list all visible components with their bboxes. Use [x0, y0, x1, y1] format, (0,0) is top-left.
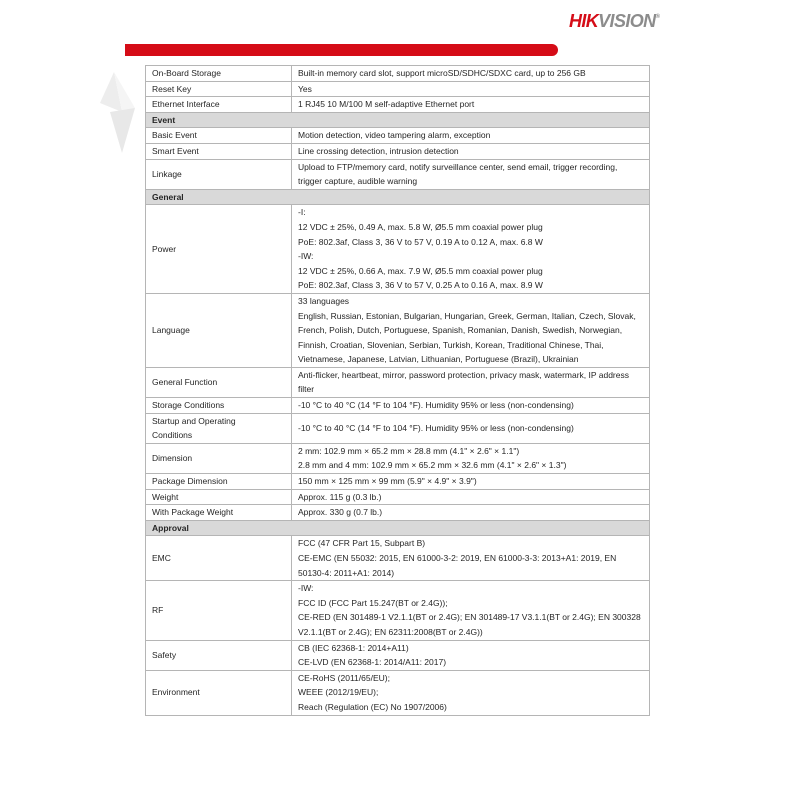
- value-line: FCC ID (FCC Part 15.247(BT or 2.4G));: [298, 597, 448, 608]
- table-row: [146, 414, 649, 444]
- value-line: CB (IEC 62368-1: 2014+A11): [298, 642, 409, 653]
- value-line: -IW:: [298, 583, 314, 594]
- row-value: [292, 66, 649, 81]
- row-value: [292, 368, 649, 397]
- row-value: [292, 398, 649, 413]
- row-value: [292, 128, 649, 143]
- row-value: [292, 97, 649, 112]
- table-row: [146, 490, 649, 506]
- value-line: Built-in memory card slot, support microSD/SDHC/SDXC card, up to 256 GB: [298, 68, 586, 78]
- row-value: [292, 414, 649, 443]
- value-line: 150 mm × 125 mm × 99 mm (5.9" × 4.9" × 3.9"): [298, 476, 477, 487]
- value-line: Yes: [298, 83, 312, 94]
- value-line: -10 °C to 40 °C (14 °F to 104 °F). Humidity 95% or less (non-condensing): [298, 400, 574, 411]
- hikvision-logo: [569, 11, 660, 32]
- row-value: [292, 444, 649, 473]
- value-line: FCC (47 CFR Part 15, Subpart B): [298, 538, 426, 549]
- table-row: [146, 444, 649, 474]
- table-row: [146, 160, 649, 190]
- table-row: [146, 66, 649, 82]
- row-label: Startup and Operating Conditions: [146, 414, 292, 443]
- row-label: Power: [146, 205, 292, 293]
- spec-table: [145, 65, 650, 716]
- value-line: CE-EMC (EN 55032: 2015, EN 61000-3-2: 2019, EN 61000-3-3: 2013+A1: 2019, EN 50130-4: 2011+A1: 2014): [298, 553, 617, 578]
- table-row: [146, 474, 649, 490]
- section-header-row: [146, 521, 649, 537]
- row-value: [292, 294, 649, 367]
- section-title: General: [152, 191, 184, 202]
- row-value: [292, 144, 649, 159]
- table-row: [146, 82, 649, 98]
- row-value: [292, 205, 649, 293]
- value-line: WEEE (2012/19/EU);: [298, 687, 379, 698]
- row-label: Basic Event: [146, 128, 292, 143]
- row-label: On-Board Storage: [146, 66, 292, 81]
- table-row: [146, 294, 649, 368]
- value-line: 2 mm: 102.9 mm × 65.2 mm × 28.8 mm (4.1" × 2.6" × 1.1"): [298, 445, 520, 456]
- row-label: Reset Key: [146, 82, 292, 97]
- value-line: 1 RJ45 10 M/100 M self-adaptive Ethernet port: [298, 99, 475, 110]
- table-row: [146, 144, 649, 160]
- table-row: [146, 97, 649, 113]
- value-line: Upload to FTP/memory card, notify surveillance center, send email, trigger recording, trigger capture, audible warning: [298, 161, 618, 187]
- value-line: Reach (Regulation (EC) No 1907/2006): [298, 701, 447, 712]
- row-label: General Function: [146, 368, 292, 397]
- row-label: Safety: [146, 641, 292, 670]
- section-header-row: [146, 113, 649, 129]
- row-label: Smart Event: [146, 144, 292, 159]
- value-line: -I:: [298, 207, 306, 218]
- table-row: [146, 671, 649, 716]
- row-label: Weight: [146, 490, 292, 505]
- value-line: 12 VDC ± 25%, 0.66 A, max. 7.9 W, Ø5.5 mm coaxial power plug: [298, 265, 543, 276]
- value-line: Line crossing detection, intrusion detection: [298, 145, 459, 156]
- value-line: PoE: 802.3af, Class 3, 36 V to 57 V, 0.25 A to 0.16 A, max. 8.9 W: [298, 280, 543, 291]
- value-line: -IW:: [298, 251, 314, 262]
- value-line: CE-RED (EN 301489-1 V2.1.1(BT or 2.4G); EN 301489-17 V3.1.1(BT or 2.4G); EN 300328 V2.1.1(BT or 2.4G); EN 62311:2008(BT or 2.4G)): [298, 612, 641, 637]
- table-row: [146, 368, 649, 398]
- section-title: Event: [152, 114, 176, 125]
- row-value: [292, 490, 649, 505]
- row-label: Language: [146, 294, 292, 367]
- section-title: Approval: [152, 522, 189, 533]
- row-label: EMC: [146, 536, 292, 580]
- table-row: [146, 581, 649, 640]
- row-label: Ethernet Interface: [146, 97, 292, 112]
- row-label: Environment: [146, 671, 292, 715]
- section-header-row: [146, 190, 649, 206]
- logo-hik-text: HIK: [568, 11, 599, 31]
- red-divider-bar: [125, 44, 558, 56]
- value-line: PoE: 802.3af, Class 3, 36 V to 57 V, 0.19 A to 0.12 A, max. 6.8 W: [298, 236, 543, 247]
- value-line: Motion detection, video tampering alarm, exception: [298, 130, 491, 141]
- value-line: CE-LVD (EN 62368-1: 2014/A11: 2017): [298, 657, 447, 668]
- row-value: [292, 671, 649, 715]
- value-line: CE-RoHS (2011/65/EU);: [298, 672, 390, 683]
- row-label: With Package Weight: [146, 505, 292, 520]
- row-value: [292, 505, 649, 520]
- table-row: [146, 505, 649, 521]
- value-line: 2.8 mm and 4 mm: 102.9 mm × 65.2 mm × 32.6 mm (4.1" × 2.6" × 1.3"): [298, 460, 567, 471]
- table-row: [146, 128, 649, 144]
- value-line: 12 VDC ± 25%, 0.49 A, max. 5.8 W, Ø5.5 mm coaxial power plug: [298, 221, 543, 232]
- value-line: -10 °C to 40 °C (14 °F to 104 °F). Humidity 95% or less (non-condensing): [298, 422, 574, 433]
- row-label: Storage Conditions: [146, 398, 292, 413]
- row-value: [292, 474, 649, 489]
- table-row: [146, 398, 649, 414]
- value-line: Approx. 115 g (0.3 lb.): [298, 491, 382, 502]
- row-label: Dimension: [146, 444, 292, 473]
- row-value: [292, 82, 649, 97]
- registered-trademark-icon: ®: [655, 14, 660, 20]
- row-value: [292, 160, 649, 189]
- row-label: Package Dimension: [146, 474, 292, 489]
- row-value: [292, 581, 649, 639]
- value-line: 33 languages: [298, 295, 350, 306]
- row-label: Linkage: [146, 160, 292, 189]
- table-row: [146, 641, 649, 671]
- table-row: [146, 205, 649, 294]
- value-line: Approx. 330 g (0.7 lb.): [298, 507, 383, 518]
- table-row: [146, 536, 649, 581]
- value-line: English, Russian, Estonian, Bulgarian, Hungarian, Greek, German, Italian, Czech, Slovak, French, Polish, Dutch, Portuguese, Spanish, Romanian, Danish, Swedish, Norwegian, Finnish, Croatian, Slovenian, Serbian, Turkish, Korean, Traditional Chinese, Thai, Vietnamese, Japanese, Latvian, Lithuanian, Portuguese (Brazil), Ukrainian: [298, 310, 636, 365]
- watermark-graphic: [96, 56, 152, 176]
- logo-vision-text: VISION: [598, 11, 656, 31]
- row-value: [292, 641, 649, 670]
- row-value: [292, 536, 649, 580]
- value-line: Anti-flicker, heartbeat, mirror, password protection, privacy mask, watermark, IP address filter: [298, 369, 629, 395]
- row-label: RF: [146, 581, 292, 639]
- watermark-facet: [110, 108, 135, 153]
